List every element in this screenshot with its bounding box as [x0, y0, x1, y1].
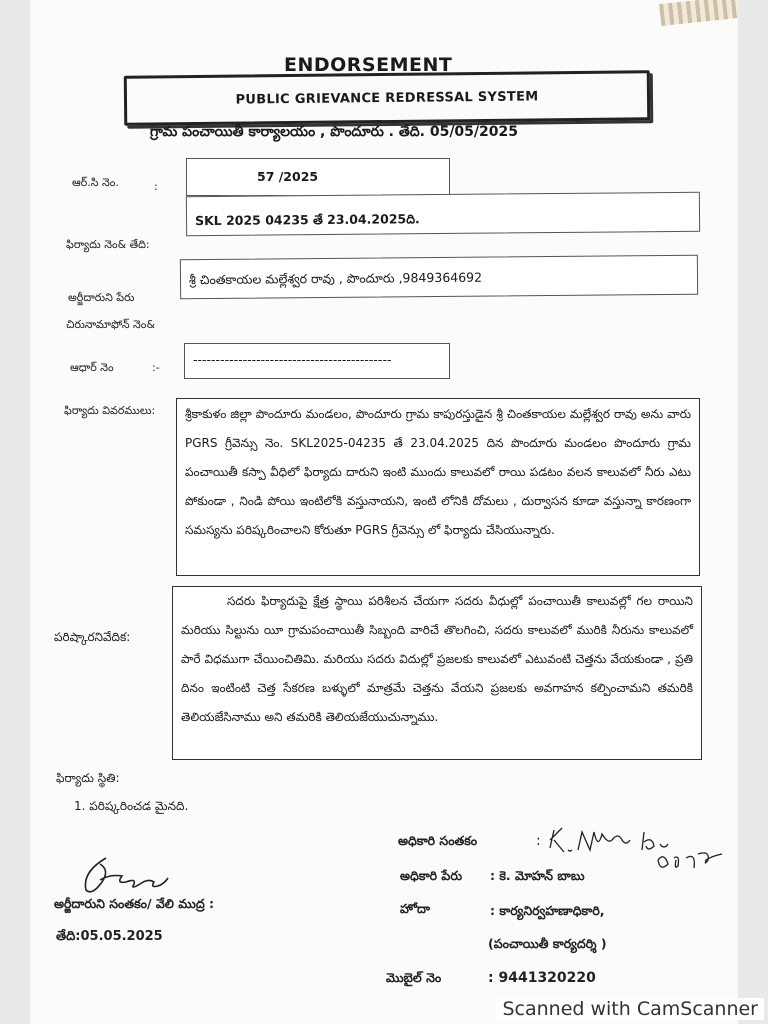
aadhaar-label: ఆధార్ నెం	[70, 361, 114, 374]
applicant-box	[180, 255, 698, 300]
banner-text: PUBLIC GRIEVANCE REDRESSAL SYSTEM	[235, 88, 539, 108]
applicant-date: తేది:05.05.2025	[56, 929, 163, 944]
mobile-label: మొబైల్ నెం	[386, 970, 442, 985]
designation-label: హోదా	[400, 901, 430, 916]
complaint-number-label: ఫిర్యాదు నెం& తేది:	[66, 238, 150, 251]
officer-sign-label: అధికారి సంతకం	[398, 833, 478, 848]
aadhaar-value: --------------------------------------------	[193, 352, 392, 367]
status-label: ఫిర్యాదు స్థితి:	[56, 771, 120, 785]
remedy-report-text: సదరు ఫిర్యాదుపై క్షేత్ర స్థాయి పరిశీలన చేయగా సదరు వీధుల్లో పంచాయితీ కాలువల్లో గల రాయిని మరియు సిల్టును యీ గ్రామపంచాయితీ సిబ్బంది వారిచే తొలగించి, సదరు కాలువలో మురికి నీరును కాలువలో పారే విధముగా చేయించితిమి. మరియు సదరు విదుల్లో ప్రజలకు కాలువలో ఎటువంటి చెత్తను వేయకుండా , ప్రతి దినం ఇంటింటి చెత్త సేకరణ బళ్ళులో మాత్రమే చెత్తను వేయని ప్రజలకు అవగాహన కల్పించామని తమరికి తెలియజేసినాము అని తమరికి తెలియజేయుచున్నాము.	[181, 594, 693, 724]
applicant-signature	[76, 850, 172, 898]
applicant-label-1: అర్జీదారుని పేరు	[68, 291, 135, 304]
camscanner-watermark: Scanned with CamScanner	[496, 998, 764, 1020]
applicant-value: శ్రీ చింతకాయల మల్లేశ్వర రావు , పొందూరు ,9849364692	[188, 269, 483, 288]
complaint-details-text: శ్రీకాకుళం జిల్లా పొందూరు మండలం, పొందూరు గ్రామ కాపురస్తుడైన శ్రీ చింతకాయల మల్లేశ్వర రావు అను వారు PGRS గ్రీవెన్సు నెం. SKL2025-04235 తే 23.04.2025 దిన పొందూరు మండలం పొందూరు గ్రామ పంచాయితీ కస్పా వీధిలో ఫిర్యాదు దారుని ఇంటి ముందు కాలువలో రాయి పడటం వలన కాలువలో నీరు ఎటు పోకుండా , నిండి పోయి ఇంటిలోకి వస్తునాయని, ఇంటి లోనికి దోమలు , దుర్వాసన కూడా వస్తున్నా కారణంగా సమస్యను పరిష్కరించాలని కోరుతూ PGRS గ్రీవెన్సు లో ఫిర్యాదు చేసియున్నారు.	[185, 407, 691, 537]
officer-name-value: : కె. మోహన్ బాబు	[490, 868, 585, 883]
rc-label: ఆర్.సి నెం.	[72, 176, 119, 189]
applicant-label-2: చిరునామాఫోన్ నెం&	[66, 318, 155, 331]
officer-sign-colon: :	[536, 833, 541, 849]
aadhaar-box	[184, 343, 450, 379]
document-title: ENDORSEMENT	[284, 54, 453, 76]
system-banner	[124, 70, 650, 126]
complaint-number-value: SKL 2025 04235 తే 23.04.2025ది.	[194, 211, 420, 229]
office-line: గ్రామ పంచాయితీ కార్యాలయం , పొందూరు . తేది. 05/05/2025	[150, 124, 518, 140]
status-item: 1. పరిష్కరించడ మైనది.	[74, 799, 189, 813]
mobile-value: : 9441320220	[488, 970, 596, 986]
remedy-label: పరిష్కారనివేదిక:	[54, 630, 131, 644]
complaint-details-box	[176, 398, 700, 576]
rc-number-box	[186, 158, 450, 196]
rc-colon: :	[154, 180, 158, 193]
designation-value-2: (పంచాయితీ కార్యదర్శి )	[488, 936, 607, 951]
complaint-number-box	[186, 192, 700, 236]
officer-name-label: అధికారి పేరు	[400, 868, 463, 883]
aadhaar-colon: :-	[152, 361, 160, 374]
applicant-sign-label: అర్జీదారుని సంతకం/ వేలి ముద్ర :	[54, 896, 215, 911]
rc-number-value: 57 /2025	[257, 169, 319, 184]
details-label: ఫిర్యాదు వివరములు:	[64, 404, 156, 417]
designation-value-1: : కార్యనిర్వహణాధికారి,	[490, 903, 605, 918]
remedy-report-box	[172, 586, 702, 760]
